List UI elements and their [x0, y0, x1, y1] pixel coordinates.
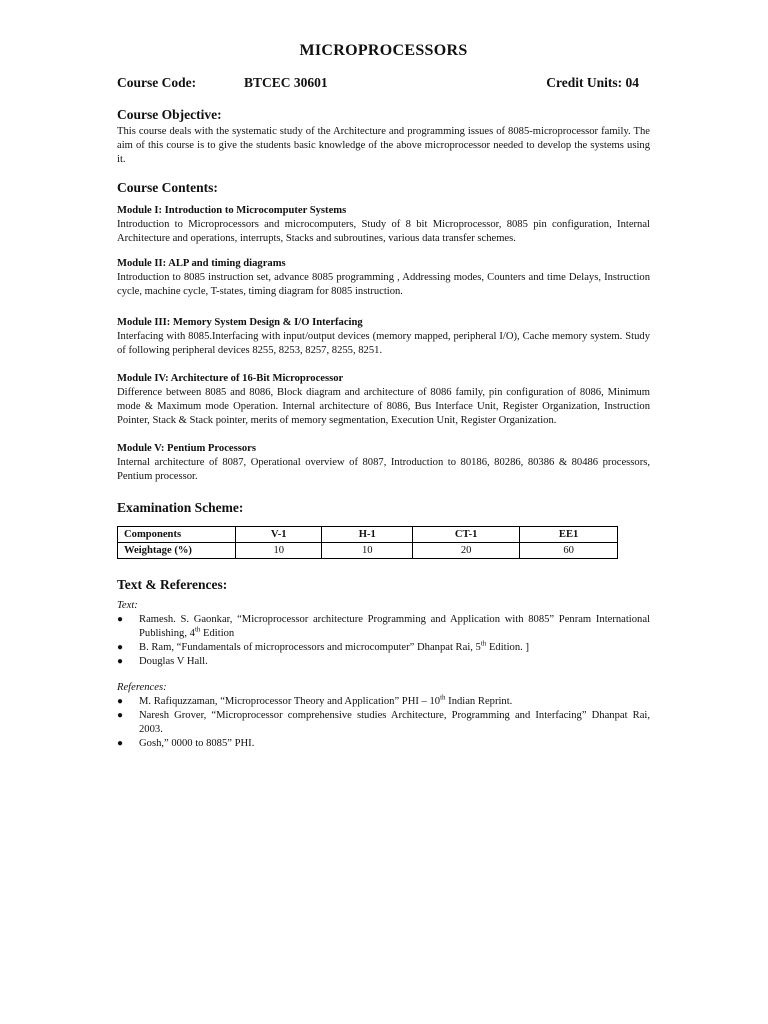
bullet-icon: ● — [117, 710, 124, 721]
objective-heading: Course Objective: — [117, 107, 222, 122]
module-text: Introduction to Microprocessors and microcomputers, Study of 8 bit Microprocessor, 8085 pin configuration, Internal Architecture and operations, interrupts, Stacks and subroutines, various data transfer schemes. — [117, 219, 650, 244]
contents-section — [117, 180, 650, 484]
table-cell: 10 — [322, 543, 413, 559]
list-item: ● M. Rafiquzzaman, “Microprocessor Theory and Application” PHI – 10th Indian Reprint. — [117, 693, 513, 707]
module-5 — [117, 442, 650, 484]
references-list — [117, 695, 650, 751]
module-title: Module II: ALP and timing diagrams — [117, 258, 286, 269]
bullet-icon: ● — [117, 656, 124, 667]
module-3 — [117, 316, 650, 358]
list-item: ● Naresh Grover, “Microprocessor comprehensive studies Architecture, Programming and Interfacing” Dhanpat Rai, 2003. — [117, 710, 650, 735]
text-label: Text: — [117, 600, 138, 611]
module-title: Module I: Introduction to Microcomputer Systems — [117, 205, 347, 216]
module-text: Difference between 8085 and 8086, Block diagram and architecture of 8086 family, pin configuration of 8086, Minimum mode & Maximum mode Operation. Internal architecture of 8086, Bus Interface Unit, Register Organization, Instruction Pointer, Stack & Stack pointer, merits of memory segmentation, Execution Unit, Register Organization. — [117, 387, 650, 426]
references-heading: Text & References: — [117, 577, 228, 592]
table-cell: 60 — [520, 543, 618, 559]
table-cell: 20 — [413, 543, 520, 559]
contents-heading: Course Contents: — [117, 180, 218, 195]
bullet-icon: ● — [117, 696, 124, 707]
references-label: References: — [117, 682, 167, 693]
table-cell: EE1 — [520, 527, 618, 543]
exam-heading: Examination Scheme: — [117, 500, 244, 515]
page-title: MICROPROCESSORS — [299, 42, 468, 59]
module-title: Module V: Pentium Processors — [117, 443, 256, 454]
credit-units: Credit Units: 04 — [546, 75, 639, 90]
table-cell: Components — [118, 527, 236, 543]
objective-section — [117, 107, 650, 167]
exam-table — [117, 526, 618, 559]
module-text: Introduction to 8085 instruction set, advance 8085 programming , Addressing modes, Counters and time Delays, Instruction cycle, machine cycle, T-states, timing diagram for 8085 instruction. — [117, 272, 650, 297]
exam-section — [117, 500, 650, 559]
table-cell: V-1 — [236, 527, 322, 543]
table-cell: CT-1 — [413, 527, 520, 543]
course-code-label: Course Code: — [117, 75, 197, 90]
module-2 — [117, 257, 650, 299]
list-item: ● Ramesh. S. Gaonkar, “Microprocessor architecture Programming and Application with 8085” Penram International Publishing, 4th Edition — [117, 614, 650, 639]
bullet-icon: ● — [117, 614, 124, 625]
table-cell: Weightage (%) — [118, 543, 236, 559]
text-list — [117, 613, 650, 669]
table-cell: 10 — [236, 543, 322, 559]
module-title: Module IV: Architecture of 16-Bit Microprocessor — [117, 373, 344, 384]
module-4 — [117, 372, 650, 428]
course-code-row — [117, 75, 650, 93]
table-row — [118, 543, 618, 559]
bullet-icon: ● — [117, 642, 124, 653]
document-page — [117, 42, 650, 764]
module-text: Internal architecture of 8087, Operational overview of 8087, Introduction to 80186, 80286, 80386 & 80486 processors, Pentium processor. — [117, 457, 650, 482]
module-text: Interfacing with 8085.Interfacing with input/output devices (memory mapped, peripheral I/O), Cache memory system. Study of following peripheral devices 8255, 8253, 8257, 8255, 8251. — [117, 331, 650, 356]
objective-text: This course deals with the systematic study of the Architecture and programming issues of 8085-microprocessor family. The aim of this course is to give the students basic knowledge of the above microprocessor needed to develop the systems using it. — [117, 126, 650, 165]
course-code-value: BTCEC 30601 — [244, 75, 328, 90]
module-1 — [117, 204, 650, 246]
references-section — [117, 577, 650, 751]
list-item: ● Gosh,” 0000 to 8085” PHI. — [117, 738, 255, 749]
table-row — [118, 527, 618, 543]
list-item: ● B. Ram, “Fundamentals of microprocessors and microcomputer” Dhanpat Rai, 5th Edition. ] — [117, 639, 529, 653]
table-cell: H-1 — [322, 527, 413, 543]
list-item: ● Douglas V Hall. — [117, 656, 208, 667]
bullet-icon: ● — [117, 738, 124, 749]
module-title: Module III: Memory System Design & I/O Interfacing — [117, 317, 363, 328]
